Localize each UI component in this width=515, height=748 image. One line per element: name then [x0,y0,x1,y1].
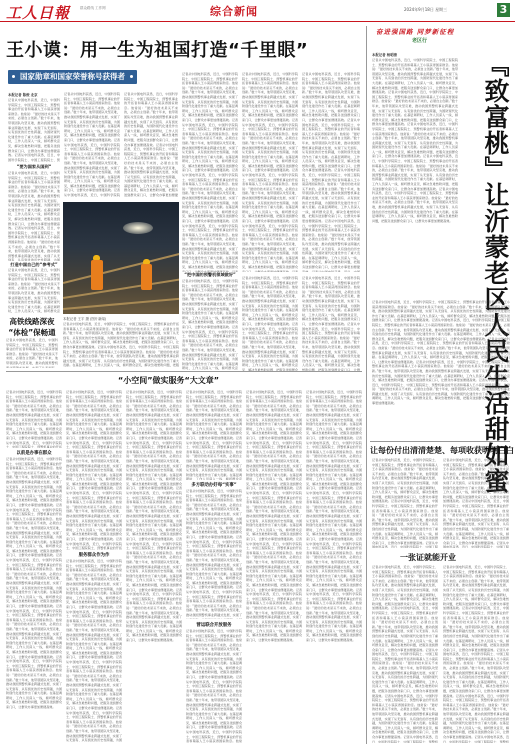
banner-column: 老区行 [412,38,428,44]
body-text [372,58,458,298]
lead-subheadline: 国家勋章和国家荣誉称号获得者 [8,70,137,84]
right-vertical-headline: 『致富桃』让沂蒙老区人民生活甜如蜜 [481,52,510,494]
body-text [6,457,62,743]
body-text [8,268,60,313]
divider [6,371,362,372]
right-headline-2: 一张证就能开业 [400,553,456,562]
body-text [6,390,62,448]
section-subhead: 服务群众作为作 [78,553,110,558]
right-headline-1: 让每份付出清清楚楚、每项收获明明白白 [370,446,514,455]
issue-date: 2024年9月18日 星期三 [404,7,448,12]
body-text [186,390,242,480]
railway-night-photo [63,202,179,314]
column-divider [366,26,367,744]
body-text [124,92,178,197]
body-text [246,390,302,743]
masthead-logo: 工人日報 [6,4,71,22]
body-text [182,72,238,272]
body-text [8,171,60,261]
body-text [242,72,298,272]
page-header [0,0,515,22]
pull-quote: “要为国家从国到“ [16,164,52,169]
section-subhead: 营运联合开放服务 [196,623,232,628]
right-byline: 本报记者 杨明清 [372,53,397,57]
body-text [306,390,362,743]
body-text [242,276,298,371]
body-text [126,390,182,743]
body-text [66,559,122,743]
body-text [186,629,242,743]
side-subheadline: “体检”保畅通 [8,328,56,337]
section-subhead: 以前是办事在群众 [16,451,52,456]
right-banner [372,27,502,45]
lead-headline: 王小谟：用一生为祖国打造“千里眼” [6,40,309,61]
section-title: 综合新闻 [210,5,258,18]
body-text [8,98,60,162]
lead-byline: 本报记者 陈俊 北京 [8,93,38,97]
photo-caption: 本报记者 王宇 摄 (图片新闻) [63,317,107,321]
middle-headline: “小空间”做实服务“大文章” [118,376,220,385]
pull-quote: 打造中国自己的“参考式” [10,262,58,267]
body-text [443,458,509,548]
body-text [372,458,438,548]
divider [370,441,510,442]
section-subhead: 多方联动办好每“实事” [191,483,237,488]
body-text [302,72,360,272]
pull-quote: “把中国的预警机领域做好” [184,272,236,277]
body-text [302,276,360,371]
side-text [6,338,58,368]
body-text [372,300,510,438]
masthead-subtitle: 群众路线 工作网 [80,6,106,10]
body-text [66,390,122,550]
body-text [64,92,120,197]
body-text [186,489,242,619]
body-text [372,565,438,743]
banner-slogan: 奋进强国路 同梦新征程 [376,28,455,36]
body-text [182,279,238,371]
photo-text [63,322,179,368]
body-text [443,565,509,743]
page-number: 3 [497,3,510,17]
side-headline: 高铁线路深夜 [9,317,55,326]
